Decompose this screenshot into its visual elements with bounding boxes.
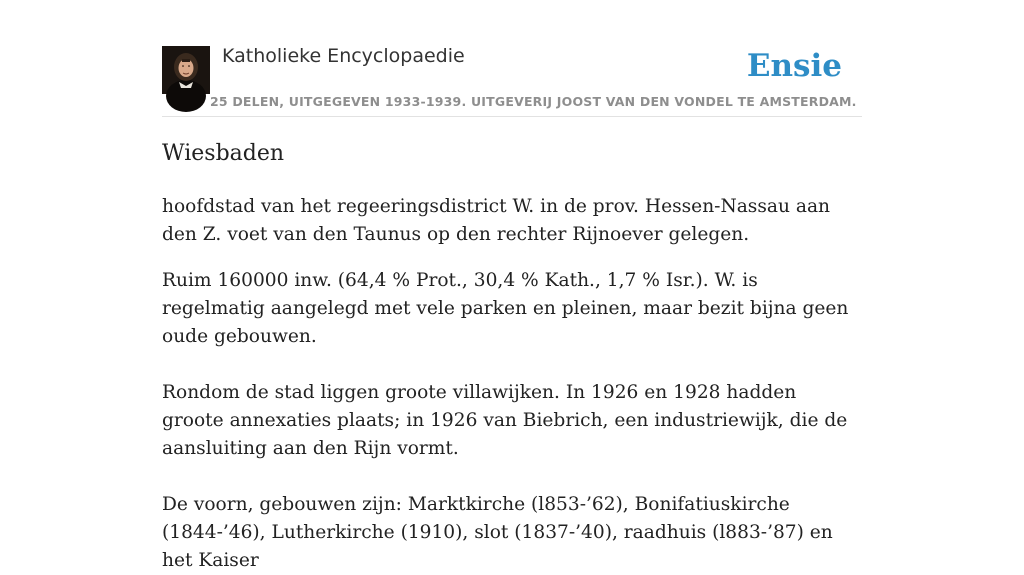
article-paragraph: hoofdstad van het regeeringsdistrict W. in de prov. Hessen-Nassau aan den Z. voet van den Taunus op den rechter Rijnoever gelegen. — [162, 196, 831, 245]
article-paragraph: Ruim 160000 inw. (64,4 % Prot., 30,4 % Kath., 1,7 % Isr.). W. is regelmatig aangelegd met vele parken en pleinen, maar bezit bijna geen oude gebouwen. — [162, 270, 849, 347]
article-paragraph: De voorn, gebouwen zijn: Marktkirche (l853-’62), Bonifatiuskirche (1844-’46), Lutherkirche (1910), slot (1837-’40), raadhuis (l883-’87) en het Kaiser — [162, 494, 833, 571]
article-paragraph: Rondom de stad liggen groote villawijken. In 1926 en 1928 hadden groote annexaties plaats; in 1926 van Biebrich, een industriewijk, die de aansluiting aan den Rijn vormt. — [162, 382, 848, 459]
site-title[interactable]: Katholieke Encyclopaedie — [222, 45, 465, 67]
portrait-avatar-icon[interactable] — [162, 46, 210, 94]
article-title: Wiesbaden — [162, 141, 285, 166]
site-header — [162, 44, 862, 117]
brand-logo-link[interactable]: Ensie — [746, 48, 842, 84]
site-subtitle: 25 DELEN, UITGEGEVEN 1933-1939. UITGEVERIJ JOOST VAN DEN VONDEL TE AMSTERDAM. — [210, 94, 857, 109]
article — [162, 137, 862, 575]
